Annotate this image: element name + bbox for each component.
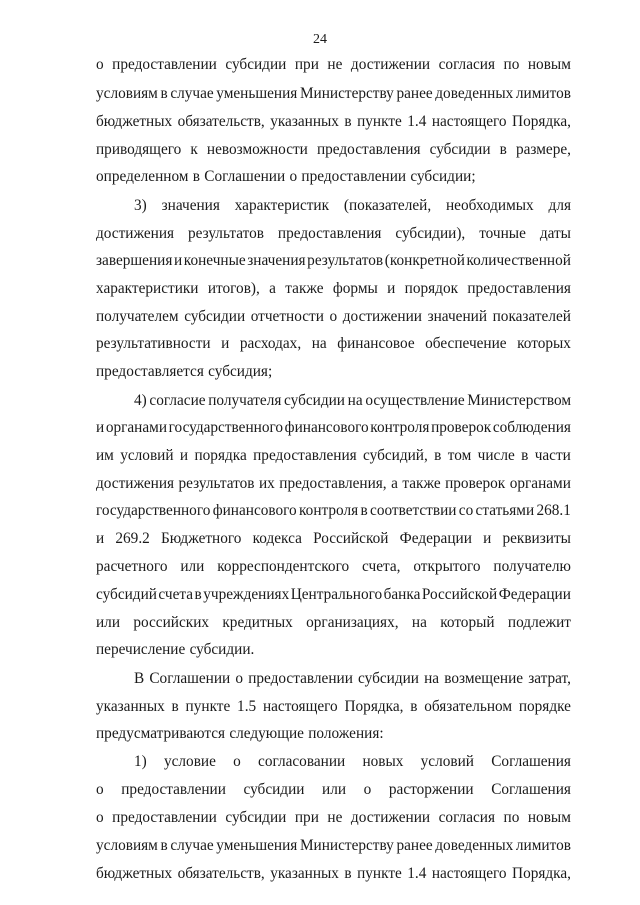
text-line: о предоставлении субсидии при не достижении согласия по новым [96, 809, 571, 826]
text-line: достижения результатов предоставления субсидии), точные даты [96, 225, 571, 242]
text-line: В Соглашении о предоставлении субсидии на возмещение затрат, [134, 670, 571, 687]
text-line: предусматриваются следующие положения: [96, 725, 384, 742]
text-line: достижения результатов их предоставления, а также проверок органами [96, 475, 571, 492]
text-line: предоставляется субсидия; [96, 363, 273, 380]
text-line: им условий и порядка предоставления субсидий, в том числе в части [96, 447, 571, 464]
text-line: и органами государственного финансового контроля проверок соблюдения [96, 419, 571, 436]
text-line: условиям в случае уменьшения Министерству ранее доведенных лимитов [96, 837, 571, 854]
text-line: характеристики итогов), а также формы и порядок предоставления [96, 280, 571, 297]
text-line: расчетного или корреспондентского счета, открытого получателю [96, 558, 571, 575]
text-line: о предоставлении субсидии или о расторжении Соглашения [96, 781, 571, 798]
text-line: бюджетных обязательств, указанных в пункте 1.4 настоящего Порядка, [96, 113, 571, 130]
page-number: 24 [313, 32, 327, 47]
text-line: завершения и конечные значения результатов (конкретной количественной [96, 252, 571, 269]
text-line: перечисление субсидии. [96, 641, 255, 658]
text-line: государственного финансового контроля в соответствии со статьями 268.1 [96, 502, 571, 519]
text-line: условиям в случае уменьшения Министерству ранее доведенных лимитов [96, 85, 571, 102]
text-line: указанных в пункте 1.5 настоящего Порядка, в обязательном порядке [96, 698, 571, 715]
text-line: о предоставлении субсидии при не достижении согласия по новым [96, 56, 571, 73]
text-line: получателем субсидии отчетности о достижении значений показателей [96, 308, 571, 325]
text-line: или российских кредитных организациях, на который подлежит [96, 614, 571, 631]
text-line: бюджетных обязательств, указанных в пункте 1.4 настоящего Порядка, [96, 865, 571, 882]
text-line: приводящего к невозможности предоставления субсидии в размере, [96, 141, 571, 158]
text-line: 3) значения характеристик (показателей, необходимых для [134, 197, 571, 214]
text-line: 4) согласие получателя субсидии на осуществление Министерством [134, 392, 571, 409]
text-line: определенном в Соглашении о предоставлении субсидии; [96, 168, 476, 185]
text-line: 1) условие о согласовании новых условий Соглашения [134, 753, 571, 770]
text-line: и 269.2 Бюджетного кодекса Российской Федерации и реквизиты [96, 530, 571, 547]
text-line: результативности и расходах, на финансовое обеспечение которых [96, 335, 571, 352]
text-line: субсидий счета в учреждениях Центрального банка Российской Федерации [96, 586, 571, 603]
